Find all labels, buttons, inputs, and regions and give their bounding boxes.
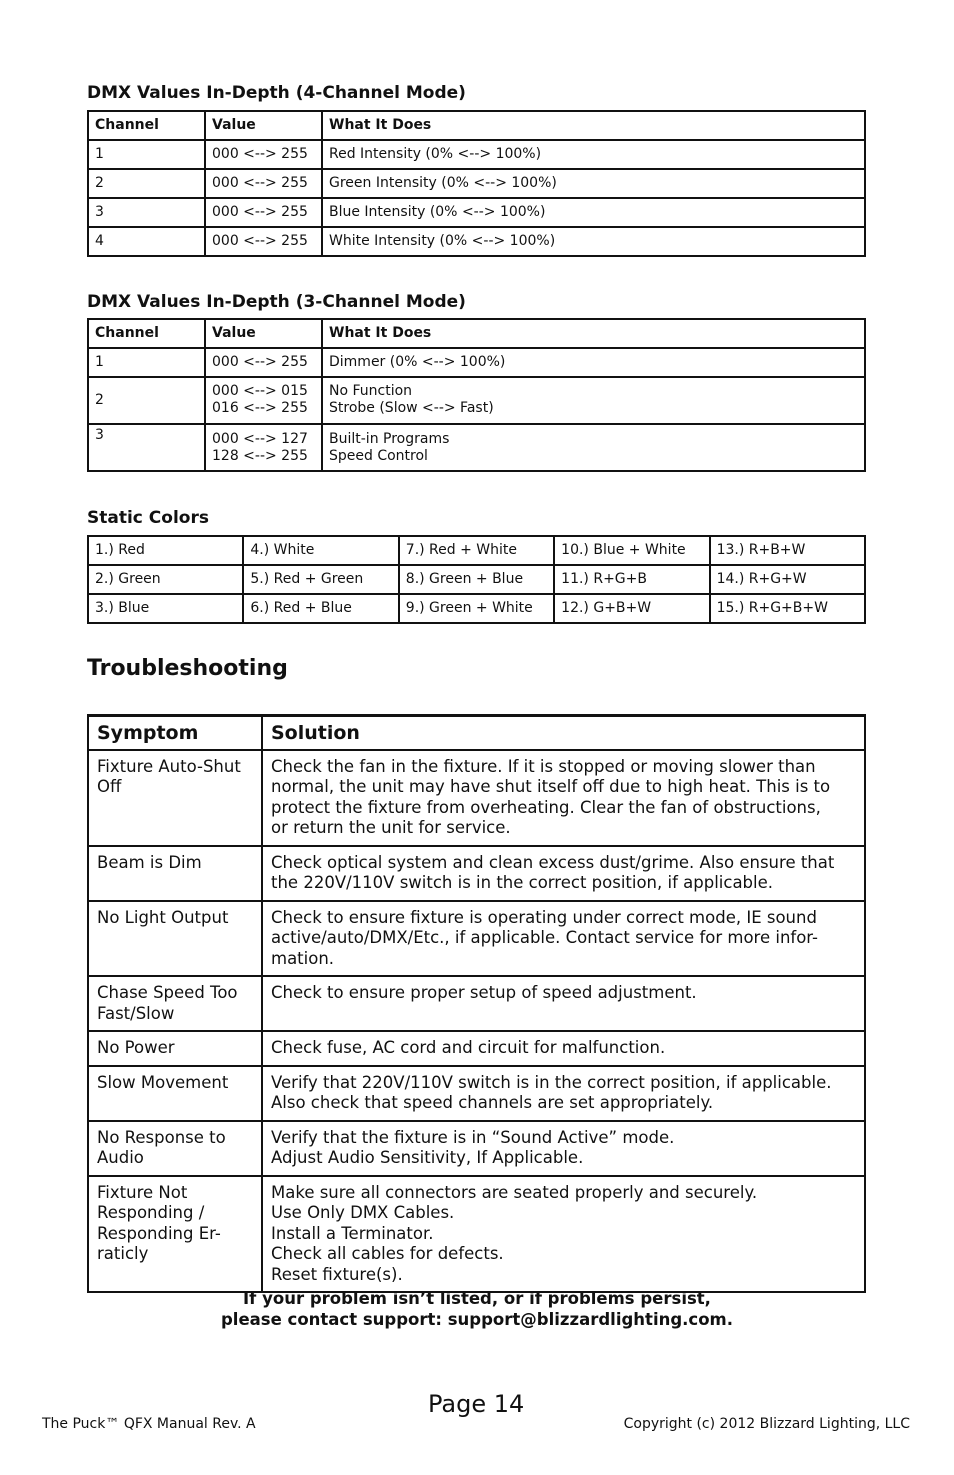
- dmx4-table: [87, 110, 866, 257]
- symptom-line: No Power: [97, 1038, 175, 1057]
- symptom-cell: [88, 1031, 262, 1066]
- solution-line: Adjust Audio Sensitivity, If Applicable.: [271, 1148, 584, 1167]
- table-row: [88, 901, 865, 977]
- symptom-line: Fixture Auto-Shut: [97, 756, 241, 776]
- symptom-line: Off: [97, 777, 122, 796]
- table-header-row: [88, 319, 865, 348]
- color-cell: 8.) Green + Blue: [399, 565, 554, 594]
- color-cell: 3.) Blue: [88, 594, 243, 623]
- value-line: 000 <--> 127: [212, 431, 308, 447]
- symptom-cell: [88, 846, 262, 901]
- table-row: [88, 227, 865, 256]
- value-cell: 000 <--> 255: [205, 198, 322, 227]
- channel-cell: 2: [88, 377, 205, 424]
- symptom-cell: [88, 1121, 262, 1176]
- table-row: [88, 750, 865, 846]
- function-cell: White Intensity (0% <--> 100%): [322, 227, 865, 256]
- symptom-line: Fixture Not: [97, 1182, 188, 1202]
- solution-line: Check to ensure proper setup of speed adjustment.: [271, 983, 697, 1002]
- solution-line: Check the fan in the fixture. If it is stopped or moving slower than: [271, 756, 816, 776]
- function-cell: Blue Intensity (0% <--> 100%): [322, 198, 865, 227]
- solution-cell: [262, 1176, 865, 1293]
- color-cell: 11.) R+G+B: [554, 565, 709, 594]
- table-row: [88, 424, 865, 471]
- table-row: [88, 377, 865, 424]
- value-cell: 000 <--> 255: [205, 227, 322, 256]
- solution-line: Reset fixture(s).: [271, 1264, 403, 1284]
- solution-line: mation.: [271, 948, 335, 968]
- symptom-cell: [88, 976, 262, 1031]
- troubleshooting-title: Troubleshooting: [87, 656, 288, 681]
- value-cell: [205, 377, 322, 424]
- value-cell: 000 <--> 255: [205, 348, 322, 377]
- solution-cell: [262, 846, 865, 901]
- solution-line: protect the fixture from overheating. Clear the fan of obstructions,: [271, 797, 821, 817]
- symptom-cell: [88, 1066, 262, 1121]
- table-row: [88, 198, 865, 227]
- symptom-line: Beam is Dim: [97, 852, 202, 872]
- symptom-line: Responding Er-: [97, 1223, 221, 1243]
- table-row: [88, 594, 865, 623]
- table-row: [88, 565, 865, 594]
- color-cell: 10.) Blue + White: [554, 536, 709, 565]
- solution-cell: [262, 1121, 865, 1176]
- function-cell: [322, 424, 865, 471]
- solution-line: Check all cables for defects.: [271, 1244, 504, 1263]
- symptom-cell: [88, 1176, 262, 1293]
- contact-line: If your problem isn’t listed, or if problems persist,: [243, 1289, 711, 1308]
- channel-cell: 1: [88, 348, 205, 377]
- color-cell: 9.) Green + White: [399, 594, 554, 623]
- channel-cell: 2: [88, 169, 205, 198]
- solution-cell: [262, 901, 865, 977]
- color-cell: 2.) Green: [88, 565, 243, 594]
- value-line: 016 <--> 255: [212, 400, 308, 416]
- support-contact-note: [0, 1288, 954, 1330]
- channel-cell: 3: [88, 198, 205, 227]
- function-line: No Function: [329, 383, 413, 399]
- page-number: Page 14: [428, 1390, 525, 1418]
- column-header: Channel: [88, 111, 205, 140]
- table-row: [88, 1031, 865, 1066]
- function-line: Built-in Programs: [329, 431, 450, 447]
- symptom-line: raticly: [97, 1244, 149, 1263]
- table-row: [88, 976, 865, 1031]
- solution-line: Verify that 220V/110V switch is in the correct position, if applicable.: [271, 1072, 832, 1092]
- solution-line: Verify that the fixture is in “Sound Active” mode.: [271, 1127, 675, 1147]
- value-line: 128 <--> 255: [212, 448, 308, 464]
- channel-cell: 3: [88, 424, 205, 471]
- color-cell: 7.) Red + White: [399, 536, 554, 565]
- channel-cell: 4: [88, 227, 205, 256]
- symptom-line: Slow Movement: [97, 1072, 229, 1092]
- color-cell: 6.) Red + Blue: [243, 594, 398, 623]
- static-colors-title: Static Colors: [87, 508, 209, 528]
- table-row: [88, 140, 865, 169]
- dmx4-title: DMX Values In-Depth (4-Channel Mode): [87, 83, 466, 103]
- table-row: [88, 536, 865, 565]
- function-cell: Green Intensity (0% <--> 100%): [322, 169, 865, 198]
- color-cell: 4.) White: [243, 536, 398, 565]
- solution-line: the 220V/110V switch is in the correct position, if applicable.: [271, 873, 774, 892]
- solution-line: Install a Terminator.: [271, 1223, 434, 1243]
- symptom-line: No Light Output: [97, 907, 229, 927]
- column-header: What It Does: [322, 319, 865, 348]
- function-cell: Red Intensity (0% <--> 100%): [322, 140, 865, 169]
- table-row: [88, 169, 865, 198]
- symptom-cell: [88, 901, 262, 977]
- table-row: [88, 348, 865, 377]
- value-line: 000 <--> 015: [212, 383, 308, 399]
- solution-line: Make sure all connectors are seated properly and securely.: [271, 1182, 758, 1202]
- table-header-row: [88, 111, 865, 140]
- column-header: What It Does: [322, 111, 865, 140]
- solution-line: Check optical system and clean excess dust/grime. Also ensure that: [271, 852, 835, 872]
- symptom-cell: [88, 750, 262, 846]
- solution-line: Also check that speed channels are set appropriately.: [271, 1093, 714, 1112]
- color-cell: 12.) G+B+W: [554, 594, 709, 623]
- color-cell: 1.) Red: [88, 536, 243, 565]
- color-cell: 15.) R+G+B+W: [710, 594, 865, 623]
- symptom-line: Responding /: [97, 1203, 205, 1222]
- function-cell: [322, 377, 865, 424]
- troubleshooting-table: [87, 714, 866, 1293]
- value-cell: 000 <--> 255: [205, 169, 322, 198]
- column-header: Value: [205, 111, 322, 140]
- symptom-line: No Response to: [97, 1127, 226, 1147]
- symptom-line: Audio: [97, 1148, 144, 1167]
- static-colors-table: [87, 535, 866, 624]
- solution-line: Check to ensure fixture is operating under correct mode, IE sound: [271, 907, 817, 927]
- value-cell: 000 <--> 255: [205, 140, 322, 169]
- footer-copyright: Copyright (c) 2012 Blizzard Lighting, LLC: [623, 1416, 910, 1432]
- function-cell: Dimmer (0% <--> 100%): [322, 348, 865, 377]
- column-header: Solution: [262, 716, 865, 750]
- solution-line: Check fuse, AC cord and circuit for malfunction.: [271, 1038, 666, 1057]
- function-line: Strobe (Slow <--> Fast): [329, 400, 494, 416]
- table-header-row: [88, 716, 865, 750]
- footer-manual-title: The Puck™ QFX Manual Rev. A: [42, 1416, 256, 1432]
- symptom-line: Chase Speed Too: [97, 983, 238, 1002]
- column-header: Symptom: [88, 716, 262, 750]
- column-header: Channel: [88, 319, 205, 348]
- solution-cell: [262, 750, 865, 846]
- contact-line: please contact support: support@blizzardlighting.com.: [220, 1310, 733, 1329]
- solution-cell: [262, 976, 865, 1031]
- solution-line: normal, the unit may have shut itself off due to high heat. This is to: [271, 777, 831, 796]
- table-row: [88, 1121, 865, 1176]
- solution-cell: [262, 1031, 865, 1066]
- solution-line: Use Only DMX Cables.: [271, 1203, 455, 1222]
- table-row: [88, 846, 865, 901]
- channel-cell: 1: [88, 140, 205, 169]
- table-row: [88, 1176, 865, 1293]
- value-cell: [205, 424, 322, 471]
- function-line: Speed Control: [329, 448, 428, 464]
- color-cell: 13.) R+B+W: [710, 536, 865, 565]
- color-cell: 14.) R+G+W: [710, 565, 865, 594]
- dmx3-title: DMX Values In-Depth (3-Channel Mode): [87, 292, 466, 312]
- solution-cell: [262, 1066, 865, 1121]
- dmx3-table: [87, 318, 866, 472]
- color-cell: 5.) Red + Green: [243, 565, 398, 594]
- solution-line: or return the unit for service.: [271, 818, 511, 837]
- table-row: [88, 1066, 865, 1121]
- column-header: Value: [205, 319, 322, 348]
- symptom-line: Fast/Slow: [97, 1003, 175, 1023]
- solution-line: active/auto/DMX/Etc., if applicable. Contact service for more infor-: [271, 928, 818, 947]
